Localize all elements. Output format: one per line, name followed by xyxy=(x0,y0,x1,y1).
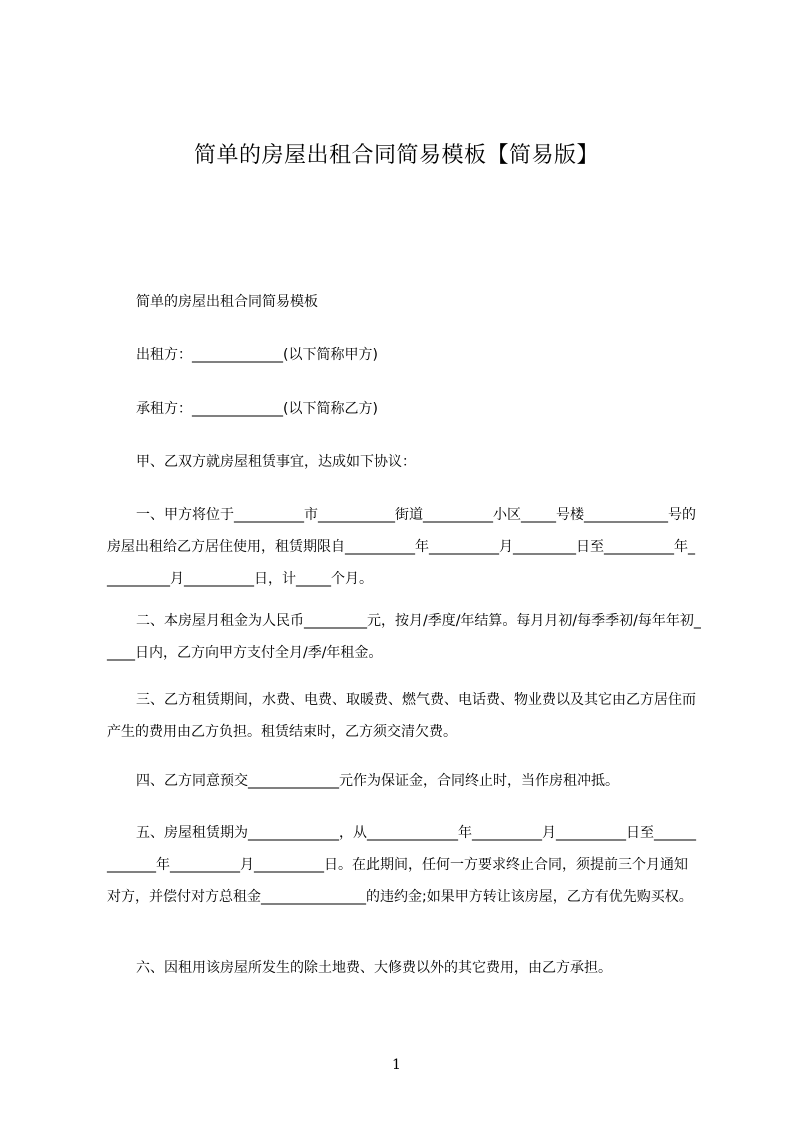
clause-5: 五、房屋租赁期为_____________，从_____________年__________月__________日至_____________年__________月__________日。在此期间，任何一方要求终止合同，须提前三个月通知对方，并偿付对方总租金_______________的违约金;如果甲方转让该房屋，乙方有优先购买权。 xyxy=(107,825,696,905)
clause-1: 一、甲方将位于__________市___________街道__________小区_____号楼____________号的房屋出租给乙方居住使用，租赁期限自__________年__________月_________日至__________年__________月__________日，计_____个月。 xyxy=(107,507,696,587)
clause-2: 二、本房屋月租金为人民币_________元，按月/季度/年结算。每月月初/每季季初/每年年初_____日内，乙方向甲方支付全月/季/年租金。 xyxy=(107,613,701,661)
clause-4: 四、乙方同意预交_____________元作为保证金，合同终止时，当作房租冲抵。 xyxy=(136,773,619,789)
lessor-line: 出租方：_____________(以下简称甲方) xyxy=(136,347,378,363)
clause-3: 三、乙方租赁期间，水费、电费、取暖费、燃气费、电话费、物业费以及其它由乙方居住而产生的费用由乙方负担。租赁结束时，乙方须交清欠费。 xyxy=(107,692,696,740)
agreement-intro: 甲、乙双方就房屋租赁事宜，达成如下协议： xyxy=(136,454,416,470)
document-title: 简单的房屋出租合同简易模板【简易版】 xyxy=(193,143,599,168)
lessee-line: 承租方：_____________(以下简称乙方) xyxy=(136,401,378,417)
page-number: 1 xyxy=(392,1057,401,1073)
clause-6: 六、因租用该房屋所发生的除土地费、大修费以外的其它费用，由乙方承担。 xyxy=(136,960,612,976)
subtitle-paragraph: 简单的房屋出租合同简易模板 xyxy=(136,294,318,310)
